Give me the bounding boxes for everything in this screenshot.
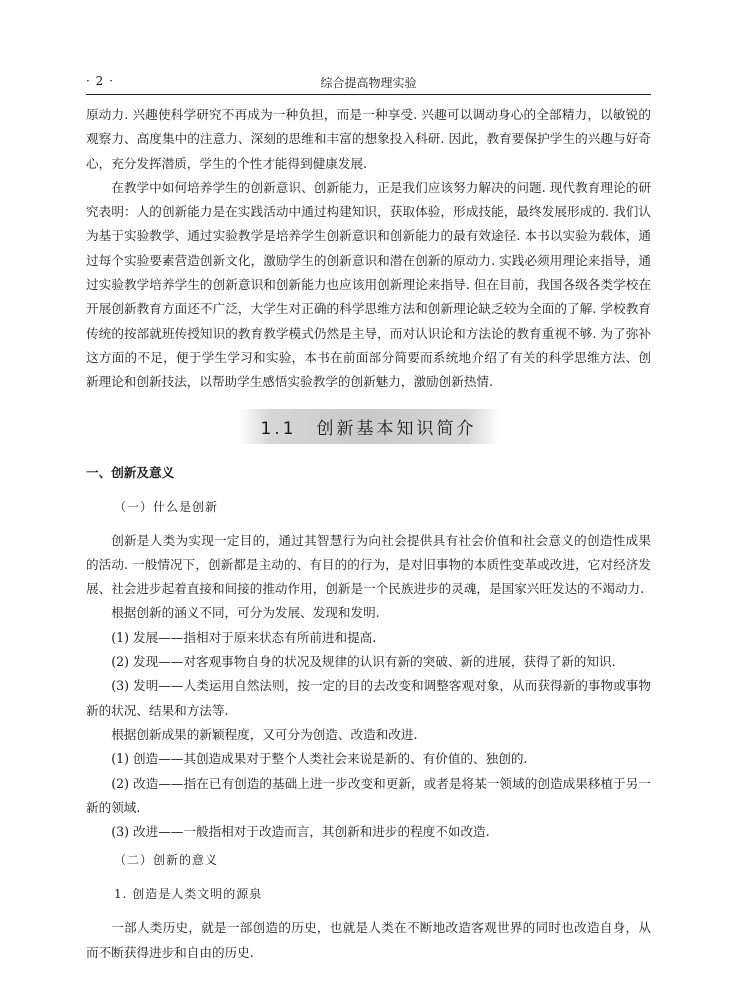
intro-paragraph: 在教学中如何培养学生的创新意识、创新能力，正是我们应该努力解决的问题. 现代教育理论的研究表明：人的创新能力是在实践活动中通过构建知识，获取体验，形成技能，最终发展形成的. 我们认为基于实验教学、通过实验教学是培养学生创新意识和创新能力的最有效途径. 本书以实验为载体，通过每个实验要素营造创新文化，激励学生的创新意识和潜在创新的原动力. 实践必须用理论来指导，通过实验教学培养学生的创新意识和创新能力也应该用创新理论来指导. 但在目前，我国各级各类学校在开展创新教育方面还不广泛，大学生对正确的科学思维方法和创新理论缺乏较为全面的了解. 学校教育传统的按部就班传授知识的教育教学模式仍然是主导，而对认识论和方法论的教育重视不够. 为了弥补这方面的不足，便于学生学习和实验，本书在前面部分简要而系统地介绍了有关的科学思维方法、创新理论和创新技法，以帮助学生感悟实验教学的创新魅力，激励创新热情. — [86, 179, 651, 390]
body-paragraph: 创新是人类为实现一定目的，通过其智慧行为向社会提供具有社会价值和社会意义的创造性成果的活动. 一般情况下，创新都是主动的、有目的的行为，是对旧事物的本质性变革或改进，它对经济发展、社会进步起着直接和间接的推动作用，创新是一个民族进步的灵魂，是国家兴旺发达的不竭动力. — [86, 532, 651, 597]
list-item: (3) 发明——人类运用自然法则，按一定的目的去改变和调整客观对象，从而获得新的事物或事物新的状况、结果和方法等. — [86, 678, 651, 718]
page-number: · 2 · — [86, 74, 114, 88]
page-body — [86, 103, 651, 965]
body-paragraph: 一部人类历史，就是一部创造的历史，也就是人类在不断地改造客观世界的同时也改造自身，从而不断获得进步和自由的历史. — [86, 920, 651, 960]
list-item: (1) 创造——其创造成果对于整个人类社会来说是新的、有价值的、独创的. — [111, 751, 528, 767]
part-heading: 一、创新及意义 — [86, 464, 175, 480]
intro-paragraph: 原动力. 兴趣使科学研究不再成为一种负担，而是一种享受. 兴趣可以调动身心的全部精力，以敏锐的观察力、高度集中的注意力、深刻的思维和丰富的想象投入科研. 因此，教育要保护学生的兴趣与好奇心，充分发挥潜质，学生的个性才能得到健康发展. — [86, 107, 651, 171]
list-item: (3) 改进——一般指相对于改造而言，其创新和进步的程度不如改造. — [111, 824, 490, 840]
item-heading: 1. 创造是人类文明的源泉 — [114, 887, 263, 902]
list-item: (1) 发展——指相对于原来状态有所前进和提高. — [111, 629, 377, 645]
body-paragraph: 根据创新成果的新颖程度，又可分为创造、改造和改进. — [111, 726, 418, 742]
section-title: 1.1 创新基本知识简介 — [238, 409, 498, 444]
subsection-heading: （一）什么是创新 — [114, 499, 219, 514]
running-title: 综合提高物理实验 — [320, 76, 417, 90]
list-item: (2) 发现——对客观事物自身的状况及规律的认识有新的突破、新的进展，获得了新的知识. — [111, 654, 616, 670]
running-header — [86, 72, 651, 95]
section-heading-block — [86, 395, 651, 461]
subsection-heading: （二）创新的意义 — [114, 853, 219, 868]
list-item: (2) 改造——指在已有创造的基础上进一步改变和更新，或者是将某一领域的创造成果移植于另一新的领域. — [86, 775, 651, 815]
body-paragraph: 根据创新的涵义不同，可分为发展、发现和发明. — [111, 605, 380, 621]
